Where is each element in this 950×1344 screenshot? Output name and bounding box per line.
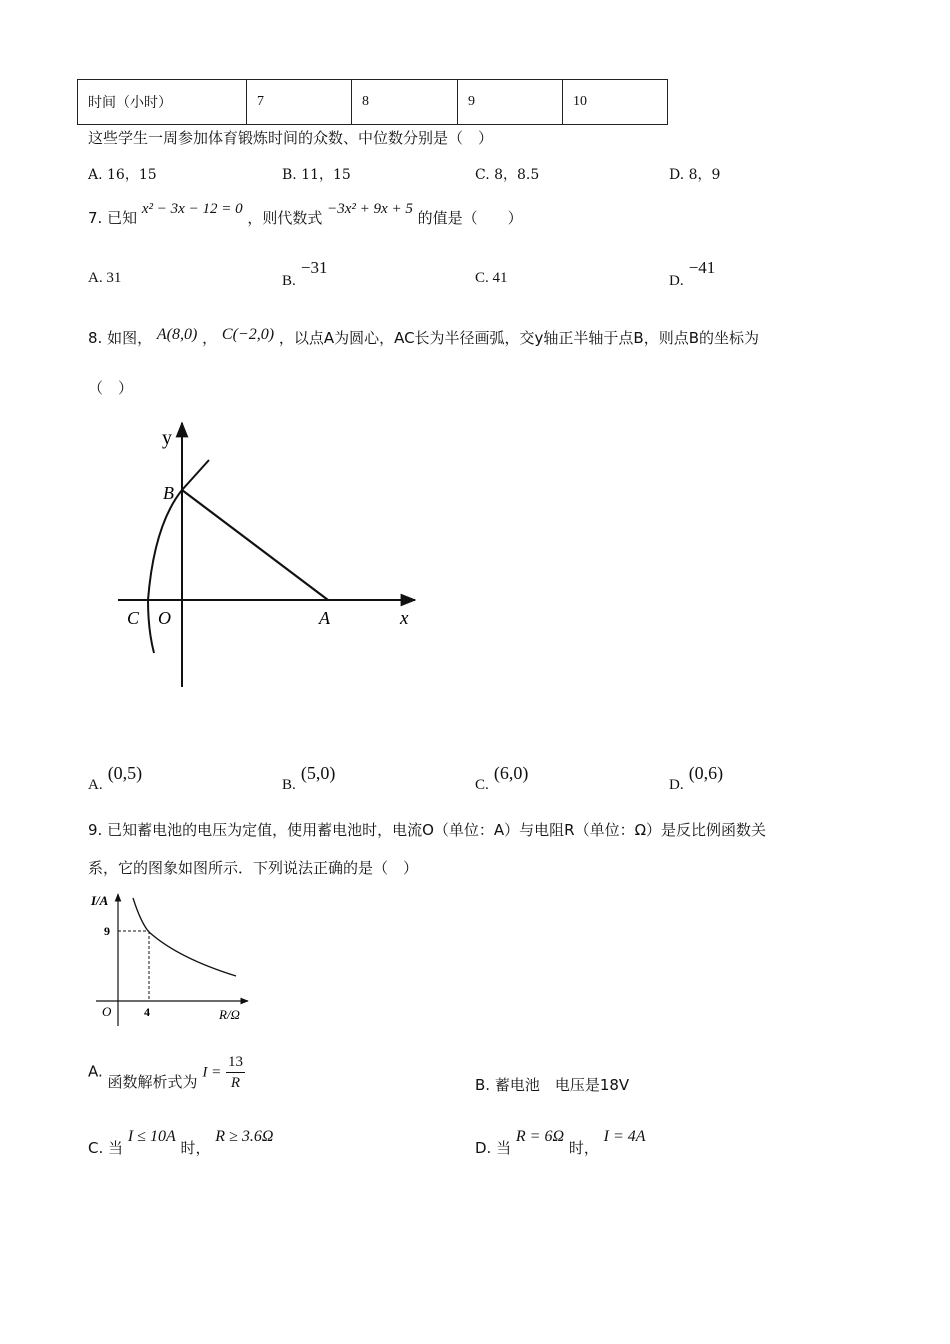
table-row — [78, 80, 668, 125]
table-cell: 10 — [563, 80, 668, 125]
option-math: (0,6) — [688, 763, 724, 783]
option-math: I = 4A — [603, 1128, 646, 1145]
option-label: D. — [475, 1139, 492, 1157]
option-math: R ≥ 3.6Ω — [215, 1128, 274, 1145]
q8-stem — [88, 328, 759, 349]
point-c-label: C — [127, 608, 140, 628]
q9-stem-line-2: 系，它的图象如图所示．下列说法正确的是（ ） — [88, 859, 419, 877]
q7-equation: x² − 3x − 12 = 0 — [141, 201, 243, 217]
q8-paren: （ ） — [88, 379, 134, 397]
option-math: (5,0) — [300, 763, 336, 783]
option-label: B. — [282, 777, 296, 793]
option-text: 当 — [496, 1139, 512, 1157]
q6-option-c: C. 8，8.5 — [475, 167, 540, 183]
option-math: R = 6Ω — [515, 1128, 565, 1145]
q8-figure — [110, 415, 430, 695]
table-cell: 7 — [247, 80, 352, 125]
question-number: 7. — [88, 209, 103, 227]
option-text: 蓄电池 电压是18V — [494, 1076, 630, 1094]
q9-stem-line-1 — [88, 820, 766, 840]
option-label: B. — [282, 273, 296, 289]
table-cell: 8 — [352, 80, 458, 125]
y-axis-label: I/A — [91, 893, 109, 908]
exercise-time-table — [77, 79, 668, 125]
option-text: 时， — [568, 1139, 599, 1157]
option-text: 函数解析式为 — [107, 1072, 198, 1091]
q7-stem — [88, 201, 523, 229]
option-label: B. — [475, 1076, 491, 1094]
q7-text-1: 已知 — [107, 209, 138, 227]
q8-option-a — [88, 763, 143, 793]
fraction-denominator: R — [230, 1075, 241, 1091]
point-b-label: B — [163, 483, 174, 503]
q7-option-c: C. 41 — [475, 270, 508, 286]
option-math: −41 — [688, 258, 716, 277]
x-axis-label: x — [400, 608, 409, 629]
q9-option-b — [475, 1075, 629, 1095]
y-axis-label: y — [162, 427, 172, 449]
table-cell: 9 — [458, 80, 563, 125]
option-math: −31 — [300, 258, 328, 277]
q9-option-d — [475, 1128, 646, 1159]
q8-text-2: ， — [202, 329, 218, 347]
fraction-numerator: 13 — [226, 1052, 245, 1073]
q6-option-b: B. 11，15 — [282, 167, 351, 183]
q6-option-a: A. 16，15 — [88, 167, 157, 183]
q7-option-b — [282, 258, 328, 289]
option-text: 时， — [180, 1139, 211, 1157]
q7-expression: −3x² + 9x + 5 — [327, 201, 413, 217]
q8-text-1: 如图， — [107, 329, 153, 347]
q8-option-d — [669, 763, 724, 793]
option-label: A. — [88, 1062, 103, 1081]
origin-label: O — [158, 608, 171, 628]
question-number: 9. — [88, 821, 103, 839]
x-axis-label: R/Ω — [219, 1007, 240, 1022]
x-tick-label: 4 — [144, 1005, 150, 1019]
q8-text-3: ，以点A为圆心，AC长为半径画弧，交y轴正半轴于点B，则点B的坐标为 — [278, 329, 760, 347]
question-number: 8. — [88, 329, 103, 347]
option-label: D. — [669, 273, 684, 289]
option-label: C. — [475, 777, 489, 793]
q6-option-d: D. 8，9 — [669, 167, 721, 183]
option-math: I ≤ 10A — [127, 1128, 176, 1145]
q8-option-b — [282, 763, 336, 793]
q7-option-a: A. 31 — [88, 270, 122, 286]
q9-option-a — [88, 1052, 245, 1093]
q7-option-d — [669, 258, 716, 289]
q7-text-3: 的值是（ ） — [417, 209, 523, 227]
option-label: D. — [669, 777, 684, 793]
q9-text: 已知蓄电池的电压为定值，使用蓄电池时，电流O（单位：A）与电阻R（单位：Ω）是反比例函数关 — [107, 821, 767, 839]
origin-label: O — [102, 1004, 112, 1019]
inverse-curve — [133, 898, 236, 976]
q8-option-c — [475, 763, 529, 793]
segment-ab — [182, 490, 328, 600]
option-math: (0,5) — [107, 763, 143, 783]
option-label: A. — [88, 777, 103, 793]
q7-text-2: ，则代数式 — [247, 209, 323, 227]
q8-point-c: C(−2,0) — [221, 326, 275, 343]
option-label: C. — [88, 1139, 104, 1157]
option-math: (6,0) — [493, 763, 529, 783]
option-text: 当 — [108, 1139, 124, 1157]
q9-figure — [88, 888, 263, 1028]
table-cell: 时间（小时） — [78, 80, 247, 125]
fraction — [226, 1052, 245, 1093]
y-tick-label: 9 — [104, 924, 110, 938]
q6-stem: 这些学生一周参加体育锻炼时间的众数、中位数分别是（ ） — [88, 129, 494, 147]
formula-lhs: I = — [202, 1064, 222, 1081]
q9-option-c — [88, 1128, 274, 1159]
q8-point-a: A(8,0) — [156, 326, 198, 343]
point-a-label: A — [319, 608, 330, 628]
